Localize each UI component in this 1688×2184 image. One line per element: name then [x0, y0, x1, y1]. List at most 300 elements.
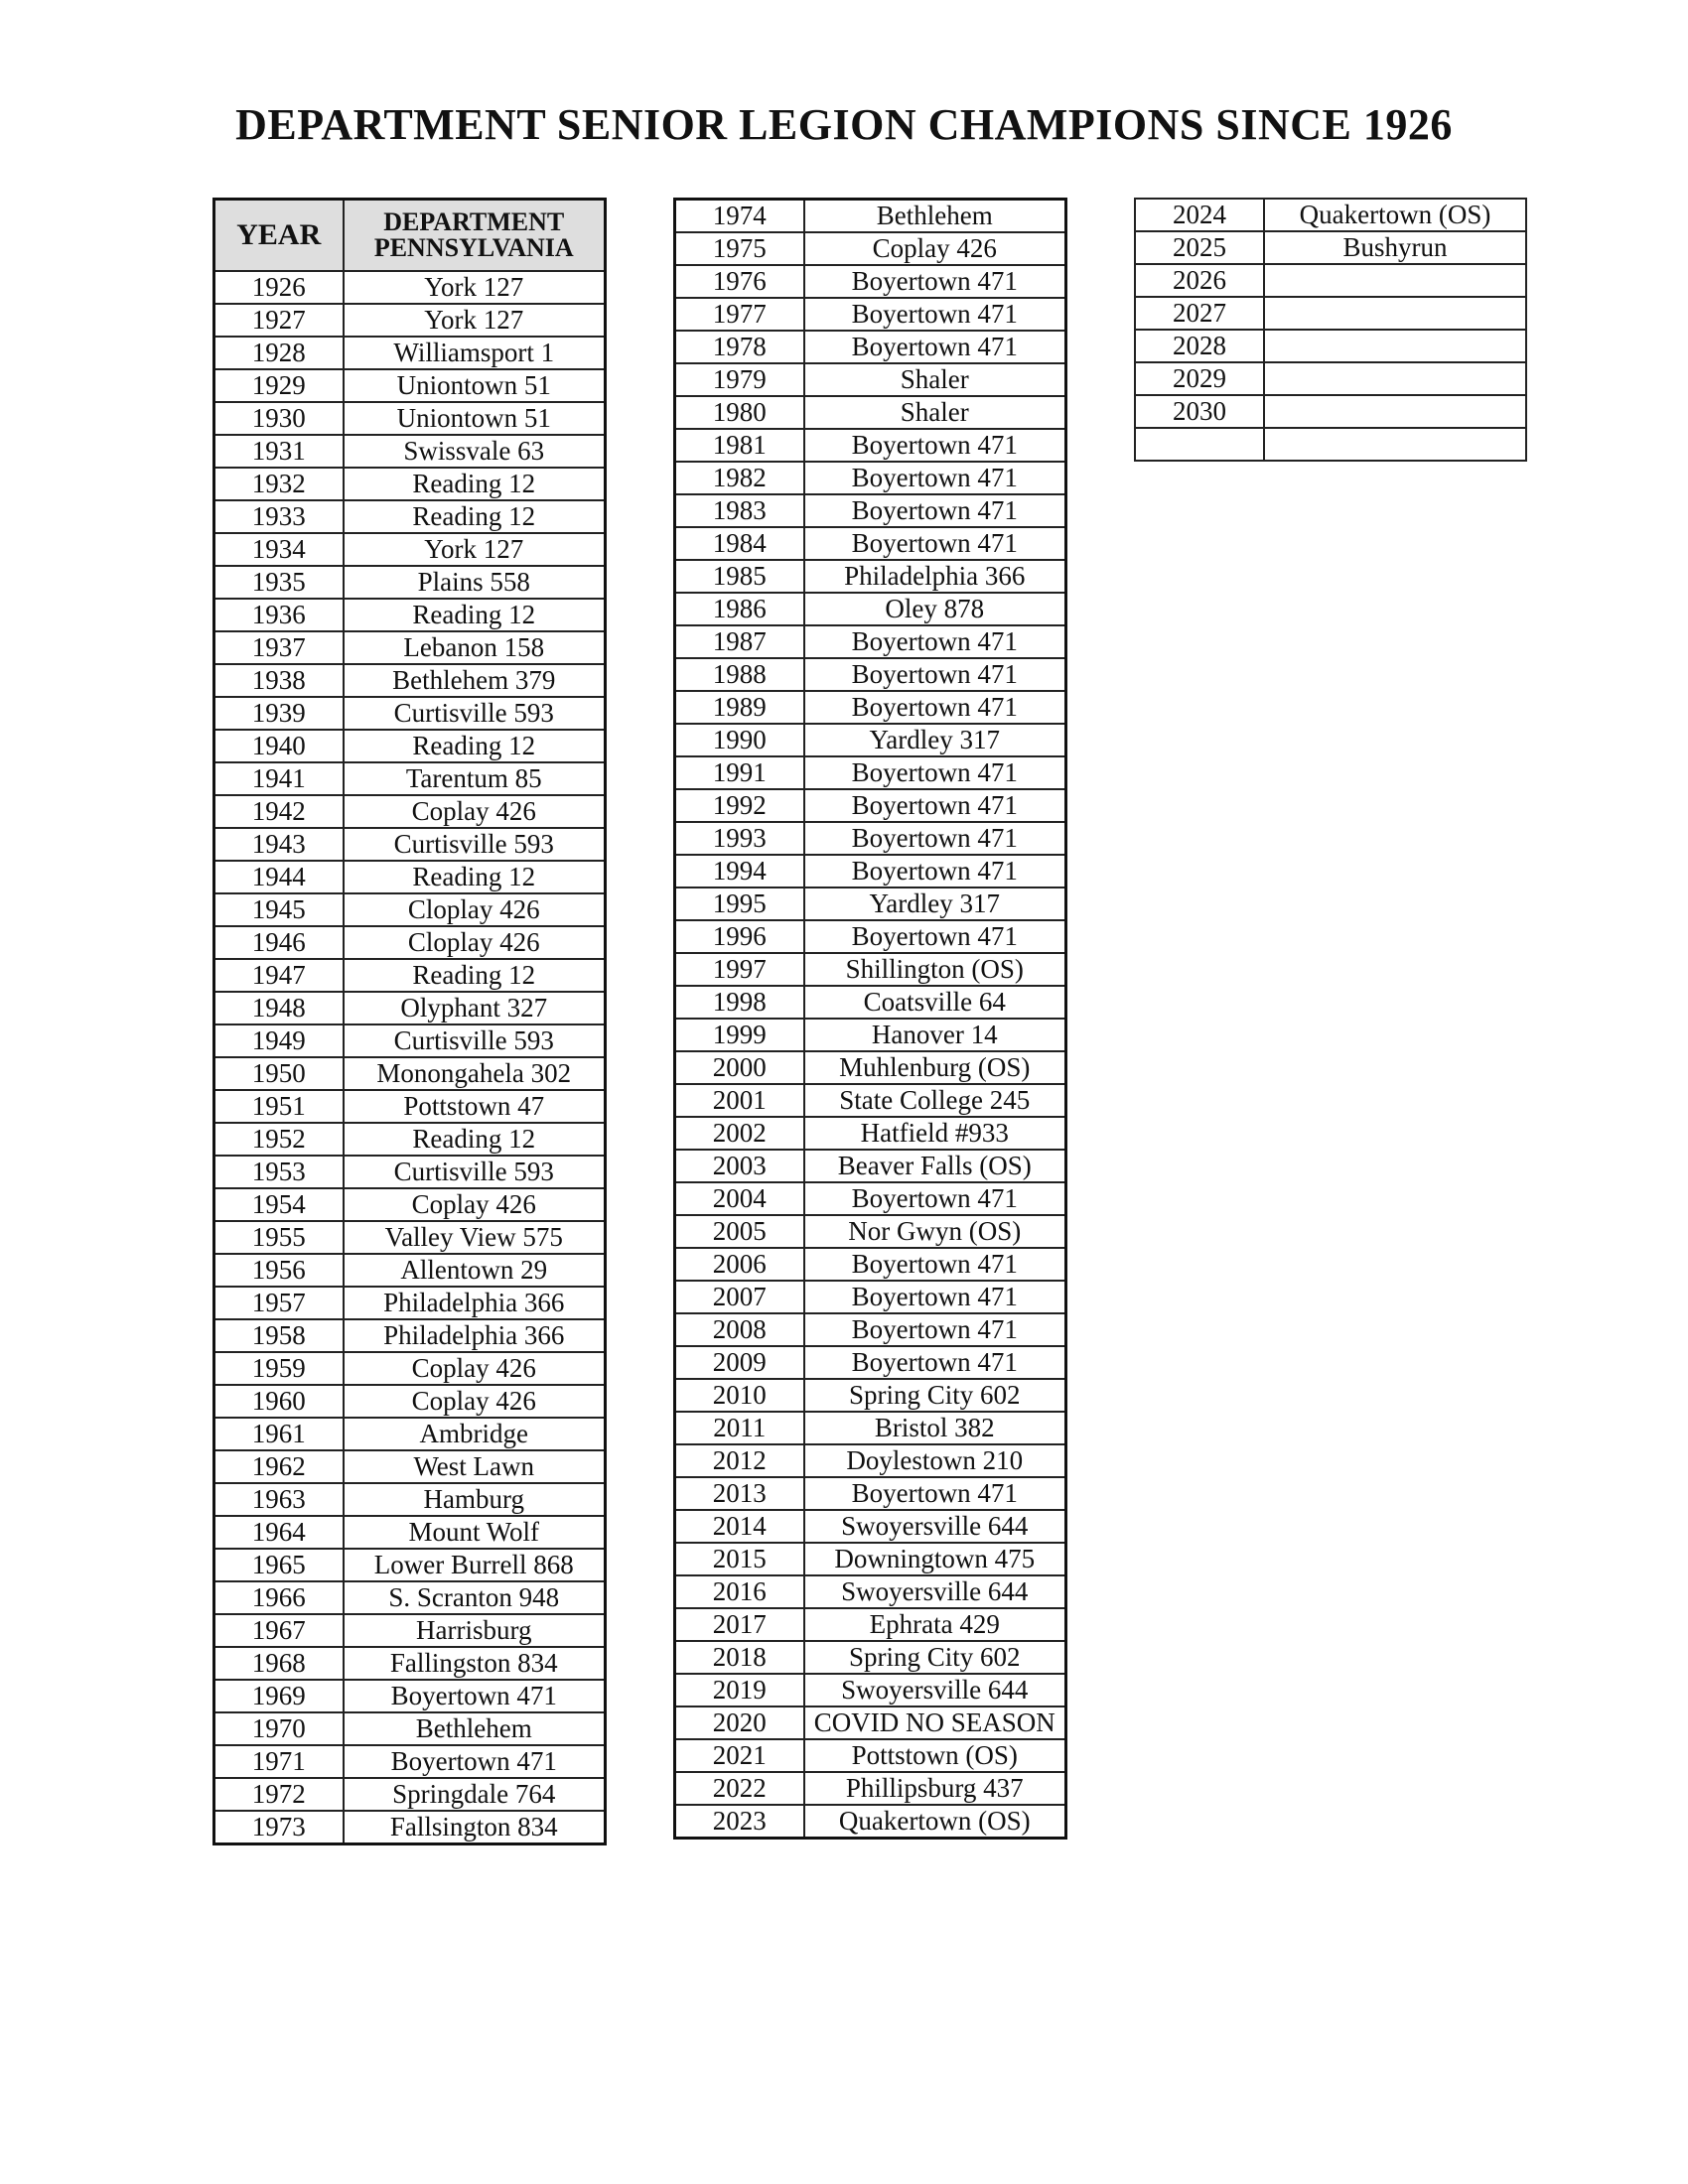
year-cell: 1933	[214, 500, 344, 533]
year-cell: 1990	[675, 724, 804, 756]
table-row	[675, 1346, 1066, 1379]
champion-cell: Quakertown (OS)	[1264, 199, 1526, 231]
table-row	[214, 1188, 606, 1221]
year-cell: 1997	[675, 953, 804, 986]
table-row	[675, 1313, 1066, 1346]
year-cell: 1947	[214, 959, 344, 992]
table-row	[675, 1444, 1066, 1477]
table-row	[675, 429, 1066, 462]
table-row	[214, 1614, 606, 1647]
table-row	[214, 795, 606, 828]
table-row	[675, 1379, 1066, 1412]
table-row	[675, 986, 1066, 1019]
table-row	[675, 855, 1066, 887]
champion-cell: Valley View 575	[344, 1221, 606, 1254]
champion-cell: Bushyrun	[1264, 231, 1526, 264]
table-row	[214, 1024, 606, 1057]
department-header-line1: DEPARTMENT	[383, 207, 565, 236]
table-row	[214, 435, 606, 468]
champion-cell: Boyertown 471	[344, 1680, 606, 1712]
year-cell: 1991	[675, 756, 804, 789]
year-cell: 2011	[675, 1412, 804, 1444]
champion-cell: Shillington (OS)	[804, 953, 1066, 986]
table-row	[1135, 362, 1526, 395]
year-cell: 2003	[675, 1150, 804, 1182]
year-cell: 2013	[675, 1477, 804, 1510]
champion-cell: Reading 12	[344, 861, 606, 893]
table-row	[675, 560, 1066, 593]
table-row	[675, 1674, 1066, 1706]
table-row	[214, 1385, 606, 1418]
table-row	[214, 1483, 606, 1516]
champion-cell: Boyertown 471	[804, 429, 1066, 462]
year-cell: 1934	[214, 533, 344, 566]
year-cell: 1972	[214, 1778, 344, 1811]
champion-cell: Coplay 426	[804, 232, 1066, 265]
champion-cell: Boyertown 471	[804, 822, 1066, 855]
table-row	[675, 658, 1066, 691]
year-cell: 2010	[675, 1379, 804, 1412]
champion-cell: Shaler	[804, 363, 1066, 396]
champion-cell: Reading 12	[344, 730, 606, 762]
year-cell: 1965	[214, 1549, 344, 1581]
table-row	[675, 1641, 1066, 1674]
year-cell: 2001	[675, 1084, 804, 1117]
year-cell: 2009	[675, 1346, 804, 1379]
year-cell: 2026	[1135, 264, 1264, 297]
champion-cell: York 127	[344, 271, 606, 304]
table-row	[214, 1811, 606, 1844]
champion-cell: Coplay 426	[344, 1188, 606, 1221]
table-row	[214, 337, 606, 369]
table-row	[214, 861, 606, 893]
table-header-row	[214, 200, 606, 272]
champion-cell: Oley 878	[804, 593, 1066, 625]
champion-cell: Boyertown 471	[804, 1477, 1066, 1510]
year-cell: 1929	[214, 369, 344, 402]
year-cell: 1978	[675, 331, 804, 363]
table-row	[675, 232, 1066, 265]
year-cell: 1951	[214, 1090, 344, 1123]
year-cell: 1994	[675, 855, 804, 887]
champion-cell	[1264, 395, 1526, 428]
year-cell: 1980	[675, 396, 804, 429]
champion-cell: Philadelphia 366	[344, 1319, 606, 1352]
year-column-header: YEAR	[214, 200, 344, 272]
table-row	[675, 822, 1066, 855]
year-cell: 1967	[214, 1614, 344, 1647]
year-cell: 1930	[214, 402, 344, 435]
year-cell: 2008	[675, 1313, 804, 1346]
table-row	[675, 1608, 1066, 1641]
champions-table-1926-1973	[212, 198, 607, 1845]
table-row	[675, 1215, 1066, 1248]
year-cell: 1977	[675, 298, 804, 331]
table-row	[214, 1778, 606, 1811]
champion-cell: Boyertown 471	[804, 625, 1066, 658]
champion-cell: Monongahela 302	[344, 1057, 606, 1090]
year-cell: 2029	[1135, 362, 1264, 395]
year-cell: 1932	[214, 468, 344, 500]
champion-cell: Coatsville 64	[804, 986, 1066, 1019]
year-cell: 1976	[675, 265, 804, 298]
table-row	[675, 953, 1066, 986]
champion-cell: Ephrata 429	[804, 1608, 1066, 1641]
table-row	[214, 1287, 606, 1319]
table-row	[214, 828, 606, 861]
champion-cell: Coplay 426	[344, 1352, 606, 1385]
champion-cell: Swoyersville 644	[804, 1510, 1066, 1543]
champion-cell: Coplay 426	[344, 1385, 606, 1418]
champion-cell: Boyertown 471	[804, 298, 1066, 331]
champion-cell: Lower Burrell 868	[344, 1549, 606, 1581]
champion-cell	[1264, 297, 1526, 330]
champion-cell	[1264, 264, 1526, 297]
champion-cell: Uniontown 51	[344, 369, 606, 402]
year-cell: 1983	[675, 494, 804, 527]
champion-cell: Boyertown 471	[804, 1346, 1066, 1379]
year-cell: 2012	[675, 1444, 804, 1477]
year-cell: 1952	[214, 1123, 344, 1156]
year-cell: 2022	[675, 1772, 804, 1805]
year-cell: 1996	[675, 920, 804, 953]
table-row	[675, 1543, 1066, 1575]
year-cell: 2006	[675, 1248, 804, 1281]
table-row	[675, 265, 1066, 298]
year-cell: 1968	[214, 1647, 344, 1680]
champion-cell: Williamsport 1	[344, 337, 606, 369]
year-cell: 1936	[214, 599, 344, 631]
table-row	[675, 527, 1066, 560]
champion-cell: Reading 12	[344, 468, 606, 500]
table-row	[214, 926, 606, 959]
table-row	[675, 1706, 1066, 1739]
table-row	[675, 1150, 1066, 1182]
year-cell: 1984	[675, 527, 804, 560]
table-row	[214, 664, 606, 697]
champion-cell: Boyertown 471	[804, 1182, 1066, 1215]
champion-cell: Boyertown 471	[804, 855, 1066, 887]
table-row	[1135, 428, 1526, 461]
champion-cell: Philadelphia 366	[344, 1287, 606, 1319]
champion-cell: Hanover 14	[804, 1019, 1066, 1051]
year-cell: 2007	[675, 1281, 804, 1313]
champion-cell: West Lawn	[344, 1450, 606, 1483]
table-row	[675, 396, 1066, 429]
year-cell: 1946	[214, 926, 344, 959]
year-cell: 1957	[214, 1287, 344, 1319]
champion-cell: Shaler	[804, 396, 1066, 429]
year-cell: 1937	[214, 631, 344, 664]
champion-cell: Hamburg	[344, 1483, 606, 1516]
year-cell: 1942	[214, 795, 344, 828]
department-column-header	[344, 200, 606, 272]
champion-cell: Boyertown 471	[804, 494, 1066, 527]
table-row	[214, 304, 606, 337]
table-row	[214, 959, 606, 992]
table-row	[214, 1319, 606, 1352]
table-row	[1135, 297, 1526, 330]
year-cell: 2027	[1135, 297, 1264, 330]
table-row	[675, 1739, 1066, 1772]
year-cell: 1948	[214, 992, 344, 1024]
year-cell: 1959	[214, 1352, 344, 1385]
year-cell: 2017	[675, 1608, 804, 1641]
year-cell: 1981	[675, 429, 804, 462]
table-row	[1135, 231, 1526, 264]
table-row	[214, 1680, 606, 1712]
table-row	[675, 593, 1066, 625]
champion-cell: Beaver Falls (OS)	[804, 1150, 1066, 1182]
year-cell: 1982	[675, 462, 804, 494]
champion-cell: Reading 12	[344, 959, 606, 992]
table-row	[675, 298, 1066, 331]
champion-cell	[1264, 428, 1526, 461]
champion-cell: Boyertown 471	[804, 462, 1066, 494]
champion-cell: Yardley 317	[804, 887, 1066, 920]
table-row	[675, 462, 1066, 494]
champion-cell: Curtisville 593	[344, 1024, 606, 1057]
champion-cell: Tarentum 85	[344, 762, 606, 795]
champion-cell: Phillipsburg 437	[804, 1772, 1066, 1805]
year-cell: 1953	[214, 1156, 344, 1188]
champion-cell: Bethlehem	[804, 200, 1066, 233]
champion-cell: Boyertown 471	[804, 658, 1066, 691]
champion-cell: S. Scranton 948	[344, 1581, 606, 1614]
year-cell: 2020	[675, 1706, 804, 1739]
year-cell: 1956	[214, 1254, 344, 1287]
table-row	[214, 500, 606, 533]
champion-cell: Curtisville 593	[344, 1156, 606, 1188]
table-row	[214, 1516, 606, 1549]
table-row	[214, 533, 606, 566]
table-row	[214, 1221, 606, 1254]
champion-cell: Boyertown 471	[804, 265, 1066, 298]
champion-cell: Spring City 602	[804, 1641, 1066, 1674]
year-cell: 1992	[675, 789, 804, 822]
year-cell: 1950	[214, 1057, 344, 1090]
year-cell: 1999	[675, 1019, 804, 1051]
year-cell: 2021	[675, 1739, 804, 1772]
table-row	[675, 1772, 1066, 1805]
champion-cell: Plains 558	[344, 566, 606, 599]
year-cell: 2023	[675, 1805, 804, 1839]
champion-cell: Doylestown 210	[804, 1444, 1066, 1477]
year-cell: 1993	[675, 822, 804, 855]
year-cell: 1955	[214, 1221, 344, 1254]
year-cell: 1961	[214, 1418, 344, 1450]
table-row	[214, 566, 606, 599]
year-cell: 2000	[675, 1051, 804, 1084]
year-cell: 2015	[675, 1543, 804, 1575]
year-cell: 1979	[675, 363, 804, 396]
champion-cell: Olyphant 327	[344, 992, 606, 1024]
year-cell: 1975	[675, 232, 804, 265]
table-row	[214, 468, 606, 500]
year-cell: 1987	[675, 625, 804, 658]
champion-cell: Cloplay 426	[344, 926, 606, 959]
table-row	[214, 1745, 606, 1778]
table-row	[214, 1549, 606, 1581]
table-row	[214, 1418, 606, 1450]
table-row	[675, 756, 1066, 789]
year-cell: 1998	[675, 986, 804, 1019]
year-cell: 1938	[214, 664, 344, 697]
year-cell: 2030	[1135, 395, 1264, 428]
table-row	[214, 1581, 606, 1614]
champion-cell: Boyertown 471	[804, 331, 1066, 363]
champion-cell: Bethlehem 379	[344, 664, 606, 697]
table-row	[1135, 395, 1526, 428]
table-row	[214, 762, 606, 795]
year-cell: 1945	[214, 893, 344, 926]
table-row	[214, 1712, 606, 1745]
table-row	[675, 625, 1066, 658]
champion-cell: Boyertown 471	[804, 789, 1066, 822]
year-cell: 1928	[214, 337, 344, 369]
table-row	[214, 599, 606, 631]
champion-cell: Bristol 382	[804, 1412, 1066, 1444]
table-row	[1135, 330, 1526, 362]
champion-cell: Downingtown 475	[804, 1543, 1066, 1575]
champion-cell: Reading 12	[344, 599, 606, 631]
champion-cell: Boyertown 471	[804, 691, 1066, 724]
year-cell: 1985	[675, 560, 804, 593]
year-cell: 1988	[675, 658, 804, 691]
champion-cell: Boyertown 471	[804, 527, 1066, 560]
champion-cell: York 127	[344, 304, 606, 337]
year-cell: 1960	[214, 1385, 344, 1418]
champion-cell: Curtisville 593	[344, 697, 606, 730]
champion-cell	[1264, 362, 1526, 395]
champion-cell: Boyertown 471	[804, 1313, 1066, 1346]
year-cell: 1926	[214, 271, 344, 304]
table-row	[675, 1051, 1066, 1084]
champion-cell: Boyertown 471	[804, 1281, 1066, 1313]
year-cell: 1944	[214, 861, 344, 893]
table-row	[214, 697, 606, 730]
year-cell: 2004	[675, 1182, 804, 1215]
table-row	[675, 1084, 1066, 1117]
year-cell: 2018	[675, 1641, 804, 1674]
year-cell: 2014	[675, 1510, 804, 1543]
champion-cell: Hatfield #933	[804, 1117, 1066, 1150]
year-cell: 1958	[214, 1319, 344, 1352]
table-row	[675, 1019, 1066, 1051]
table-row	[675, 494, 1066, 527]
champion-cell: Boyertown 471	[804, 1248, 1066, 1281]
year-cell: 2002	[675, 1117, 804, 1150]
table-row	[675, 331, 1066, 363]
champion-cell: Fallingston 834	[344, 1647, 606, 1680]
champion-cell: Boyertown 471	[344, 1745, 606, 1778]
year-cell	[1135, 428, 1264, 461]
year-cell: 1971	[214, 1745, 344, 1778]
year-cell: 2024	[1135, 199, 1264, 231]
table-row	[675, 1117, 1066, 1150]
year-cell: 1940	[214, 730, 344, 762]
year-cell: 1954	[214, 1188, 344, 1221]
department-header-line2: PENNSYLVANIA	[373, 233, 574, 262]
year-cell: 1927	[214, 304, 344, 337]
year-cell: 1970	[214, 1712, 344, 1745]
table-row	[214, 369, 606, 402]
table-row	[214, 1352, 606, 1385]
year-cell: 1966	[214, 1581, 344, 1614]
table-row	[675, 1510, 1066, 1543]
table-row	[214, 1156, 606, 1188]
champion-cell: Pottstown (OS)	[804, 1739, 1066, 1772]
champion-cell: Swissvale 63	[344, 435, 606, 468]
table-row	[675, 1412, 1066, 1444]
year-cell: 1962	[214, 1450, 344, 1483]
champion-cell: Reading 12	[344, 500, 606, 533]
champion-cell: Pottstown 47	[344, 1090, 606, 1123]
year-cell: 1943	[214, 828, 344, 861]
champion-cell: Coplay 426	[344, 795, 606, 828]
table-row	[675, 1805, 1066, 1839]
year-cell: 1969	[214, 1680, 344, 1712]
table-row	[675, 1248, 1066, 1281]
year-cell: 1974	[675, 200, 804, 233]
year-cell: 1935	[214, 566, 344, 599]
table-row	[675, 691, 1066, 724]
table-row	[675, 200, 1066, 233]
champion-cell: Curtisville 593	[344, 828, 606, 861]
champion-cell: Muhlenburg (OS)	[804, 1051, 1066, 1084]
year-cell: 1973	[214, 1811, 344, 1844]
table-row	[1135, 199, 1526, 231]
year-cell: 2019	[675, 1674, 804, 1706]
champion-cell: Springdale 764	[344, 1778, 606, 1811]
champion-cell: Fallsington 834	[344, 1811, 606, 1844]
year-cell: 1931	[214, 435, 344, 468]
table-row	[214, 730, 606, 762]
year-cell: 1964	[214, 1516, 344, 1549]
year-cell: 1939	[214, 697, 344, 730]
table-row	[214, 1647, 606, 1680]
champion-cell: Yardley 317	[804, 724, 1066, 756]
year-cell: 2005	[675, 1215, 804, 1248]
table-row	[214, 1254, 606, 1287]
year-cell: 1989	[675, 691, 804, 724]
table-row	[214, 1057, 606, 1090]
champion-cell: Swoyersville 644	[804, 1674, 1066, 1706]
table-row	[214, 992, 606, 1024]
champion-cell: Cloplay 426	[344, 893, 606, 926]
champion-cell: Nor Gwyn (OS)	[804, 1215, 1066, 1248]
table-row	[675, 1575, 1066, 1608]
champion-cell: Swoyersville 644	[804, 1575, 1066, 1608]
table-row	[675, 887, 1066, 920]
champion-cell: COVID NO SEASON	[804, 1706, 1066, 1739]
table-row	[675, 724, 1066, 756]
table-row	[214, 631, 606, 664]
year-cell: 1941	[214, 762, 344, 795]
year-cell: 1949	[214, 1024, 344, 1057]
year-cell: 2016	[675, 1575, 804, 1608]
champion-cell: Boyertown 471	[804, 756, 1066, 789]
table-row	[1135, 264, 1526, 297]
table-row	[214, 893, 606, 926]
year-cell: 2025	[1135, 231, 1264, 264]
champion-cell: Quakertown (OS)	[804, 1805, 1066, 1839]
champion-cell: Bethlehem	[344, 1712, 606, 1745]
champion-cell: State College 245	[804, 1084, 1066, 1117]
champion-cell	[1264, 330, 1526, 362]
year-cell: 1986	[675, 593, 804, 625]
champion-cell: York 127	[344, 533, 606, 566]
